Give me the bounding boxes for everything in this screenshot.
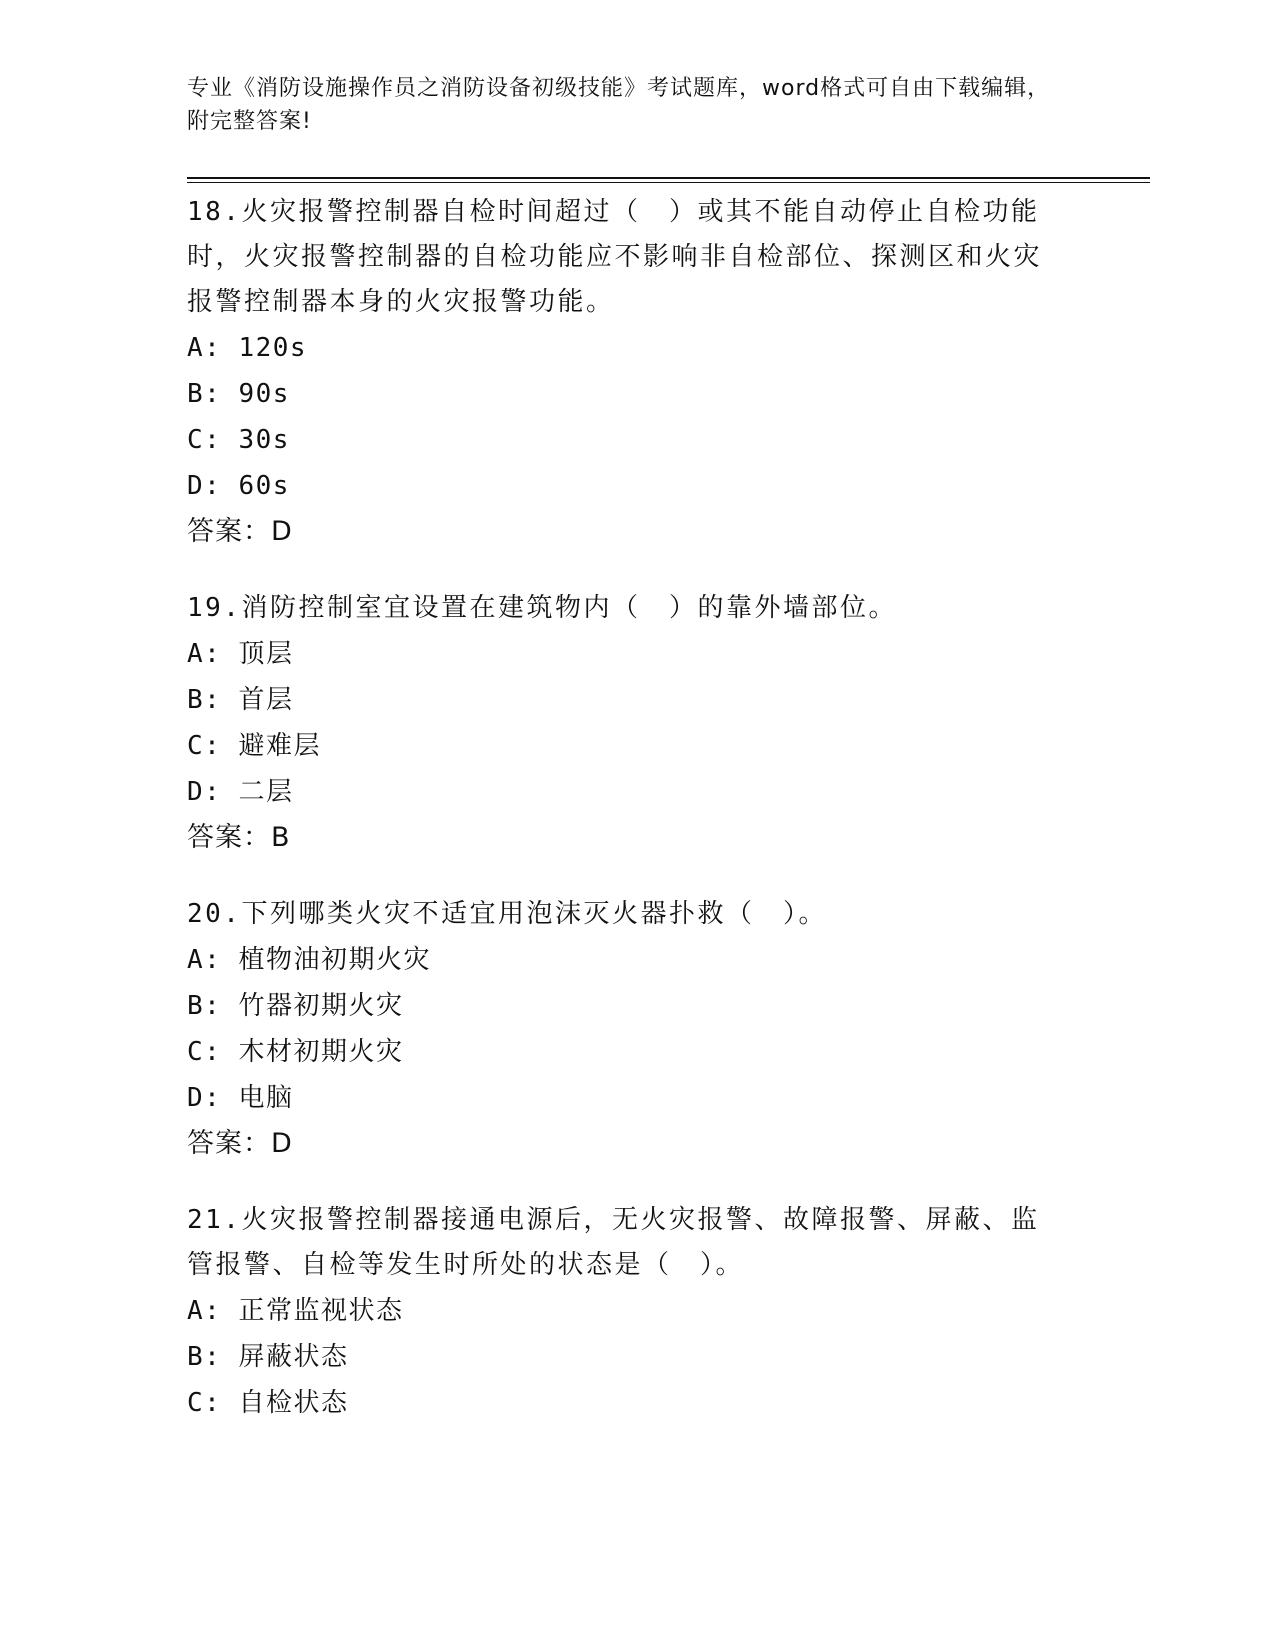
- option-d: D: 60s: [187, 471, 290, 501]
- option-a: A: 120s: [187, 333, 308, 363]
- question-stem: 19.消防控制室宜设置在建筑物内（ ）的靠外墙部位。: [187, 593, 897, 623]
- question-list: [187, 190, 1087, 1457]
- header-divider-thin: [187, 182, 1150, 183]
- option-d: D: 二层: [187, 777, 294, 807]
- option-c: C: 30s: [187, 425, 290, 455]
- option-a: A: 植物油初期火灾: [187, 945, 431, 975]
- answer-line: 答案：D: [187, 1128, 293, 1159]
- question-21: [187, 1198, 1087, 1426]
- option-c: C: 自检状态: [187, 1388, 349, 1418]
- question-19: [187, 586, 1087, 861]
- option-a: A: 正常监视状态: [187, 1296, 404, 1326]
- answer-line: 答案：B: [187, 822, 291, 853]
- question-stem: 20.下列哪类火灾不适宜用泡沫灭火器扑救（ ）。: [187, 899, 827, 929]
- question-20: [187, 892, 1087, 1167]
- option-b: B: 90s: [187, 379, 290, 409]
- document-header: 专业《消防设施操作员之消防设备初级技能》考试题库，word格式可自由下载编辑，附完整答案!: [187, 76, 1051, 134]
- question-18: [187, 190, 1087, 555]
- question-stem: 18.火灾报警控制器自检时间超过（ ）或其不能自动停止自检功能时，火灾报警控制器的自检功能应不影响非自检部位、探测区和火灾报警控制器本身的火灾报警功能。: [187, 197, 1043, 317]
- option-c: C: 避难层: [187, 731, 321, 761]
- answer-line: 答案：D: [187, 516, 293, 547]
- header-divider-thick: [187, 177, 1150, 179]
- option-a: A: 顶层: [187, 639, 294, 669]
- option-b: B: 竹器初期火灾: [187, 991, 404, 1021]
- option-b: B: 首层: [187, 685, 294, 715]
- option-b: B: 屏蔽状态: [187, 1342, 349, 1372]
- option-d: D: 电脑: [187, 1083, 294, 1113]
- option-c: C: 木材初期火灾: [187, 1037, 404, 1067]
- question-stem: 21.火灾报警控制器接通电源后，无火灾报警、故障报警、屏蔽、监管报警、自检等发生时所处的状态是（ ）。: [187, 1205, 1040, 1280]
